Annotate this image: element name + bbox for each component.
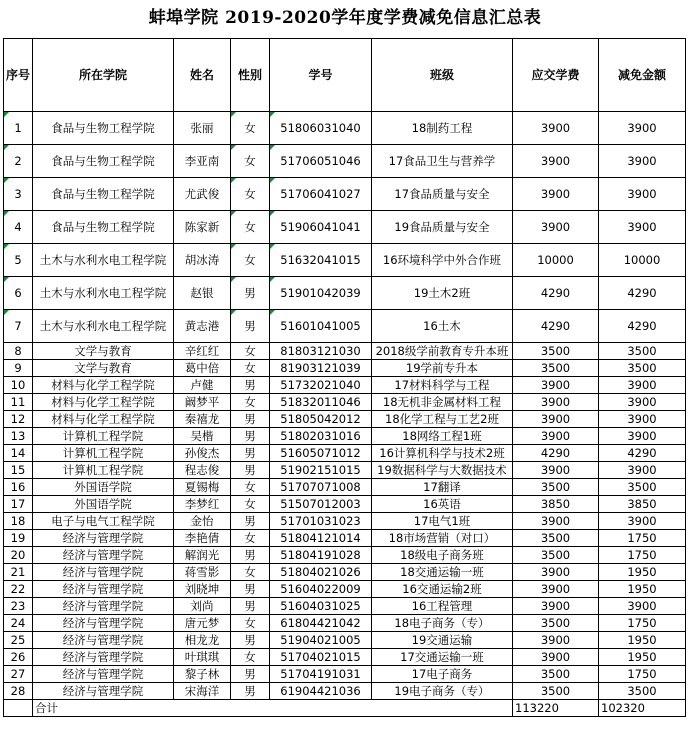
student-id-cell: 61804421042 xyxy=(270,615,372,632)
table-row xyxy=(4,377,686,394)
table-row xyxy=(4,211,686,244)
student-id-cell: 51706051046 xyxy=(270,145,372,178)
seq-cell: 2 xyxy=(4,145,33,178)
tuition-cell: 3900 xyxy=(513,394,599,411)
gender-cell: 女 xyxy=(231,343,270,360)
seq-cell: 28 xyxy=(4,683,33,700)
name-cell: 辛红红 xyxy=(174,343,231,360)
name-cell: 陈家新 xyxy=(174,211,231,244)
tuition-cell: 3500 xyxy=(513,530,599,547)
table-row xyxy=(4,598,686,615)
waiver-cell: 1950 xyxy=(599,564,686,581)
name-cell: 刘尚 xyxy=(174,598,231,615)
tuition-cell: 3900 xyxy=(513,178,599,211)
student-id-cell: 51704191031 xyxy=(270,666,372,683)
tuition-cell: 3900 xyxy=(513,411,599,428)
name-cell: 尤武俊 xyxy=(174,178,231,211)
college-cell: 外国语学院 xyxy=(33,496,174,513)
class-cell: 16计算机科学与技术2班 xyxy=(372,445,513,462)
seq-cell: 4 xyxy=(4,211,33,244)
class-cell: 19学前专升本 xyxy=(372,360,513,377)
student-id-cell: 61904421036 xyxy=(270,683,372,700)
student-id-cell: 51832011046 xyxy=(270,394,372,411)
tuition-cell: 3900 xyxy=(513,649,599,666)
gender-cell: 女 xyxy=(231,615,270,632)
seq-cell: 1 xyxy=(4,112,33,145)
tuition-cell: 4290 xyxy=(513,445,599,462)
table-row xyxy=(4,411,686,428)
total-waiver: 102320 xyxy=(599,700,686,717)
name-cell: 蒋雪影 xyxy=(174,564,231,581)
gender-cell: 女 xyxy=(231,360,270,377)
total-label: 合计 xyxy=(33,700,513,717)
class-cell: 19交通运输 xyxy=(372,632,513,649)
college-cell: 材料与化学工程学院 xyxy=(33,394,174,411)
gender-cell: 男 xyxy=(231,598,270,615)
seq-cell: 21 xyxy=(4,564,33,581)
student-id-cell: 51904021005 xyxy=(270,632,372,649)
waiver-cell: 1750 xyxy=(599,530,686,547)
tuition-cell: 3900 xyxy=(513,564,599,581)
gender-cell: 男 xyxy=(231,632,270,649)
seq-cell: 20 xyxy=(4,547,33,564)
waiver-cell: 1950 xyxy=(599,649,686,666)
college-cell: 经济与管理学院 xyxy=(33,649,174,666)
class-cell: 18级电子商务班 xyxy=(372,547,513,564)
gender-cell: 女 xyxy=(231,178,270,211)
header-tuition: 应交学费 xyxy=(513,39,599,112)
class-cell: 18网络工程1班 xyxy=(372,428,513,445)
waiver-cell: 1950 xyxy=(599,581,686,598)
class-cell: 18制药工程 xyxy=(372,112,513,145)
student-id-cell: 51605071012 xyxy=(270,445,372,462)
student-id-cell: 51604022009 xyxy=(270,581,372,598)
class-cell: 16土木 xyxy=(372,310,513,343)
student-id-cell: 51802031016 xyxy=(270,428,372,445)
table-row xyxy=(4,112,686,145)
student-id-cell: 51704021015 xyxy=(270,649,372,666)
class-cell: 16工程管理 xyxy=(372,598,513,615)
class-cell: 17材料科学与工程 xyxy=(372,377,513,394)
student-id-cell: 51706041027 xyxy=(270,178,372,211)
gender-cell: 女 xyxy=(231,211,270,244)
seq-cell: 13 xyxy=(4,428,33,445)
waiver-cell: 3900 xyxy=(599,112,686,145)
college-cell: 经济与管理学院 xyxy=(33,615,174,632)
gender-cell: 男 xyxy=(231,445,270,462)
college-cell: 经济与管理学院 xyxy=(33,666,174,683)
name-cell: 李梦红 xyxy=(174,496,231,513)
class-cell: 17翻译 xyxy=(372,479,513,496)
student-id-cell: 51804121014 xyxy=(270,530,372,547)
class-cell: 19数据科学与大数据技术 xyxy=(372,462,513,479)
class-cell: 18电子商务（专） xyxy=(372,615,513,632)
waiver-cell: 3900 xyxy=(599,411,686,428)
table-row xyxy=(4,615,686,632)
name-cell: 张丽 xyxy=(174,112,231,145)
class-cell: 19食品质量与安全 xyxy=(372,211,513,244)
gender-cell: 女 xyxy=(231,530,270,547)
seq-cell: 24 xyxy=(4,615,33,632)
tuition-cell: 3900 xyxy=(513,211,599,244)
name-cell: 孙俊杰 xyxy=(174,445,231,462)
header-college: 所在学院 xyxy=(33,39,174,112)
table-row xyxy=(4,244,686,277)
college-cell: 食品与生物工程学院 xyxy=(33,178,174,211)
table-row xyxy=(4,547,686,564)
class-cell: 18交通运输一班 xyxy=(372,564,513,581)
name-cell: 叶琪琪 xyxy=(174,649,231,666)
total-tuition: 113220 xyxy=(513,700,599,717)
student-id-cell: 81803121030 xyxy=(270,343,372,360)
class-cell: 17食品质量与安全 xyxy=(372,178,513,211)
gender-cell: 男 xyxy=(231,683,270,700)
seq-cell: 9 xyxy=(4,360,33,377)
college-cell: 经济与管理学院 xyxy=(33,598,174,615)
gender-cell: 男 xyxy=(231,277,270,310)
college-cell: 材料与化学工程学院 xyxy=(33,377,174,394)
gender-cell: 男 xyxy=(231,462,270,479)
table-row xyxy=(4,428,686,445)
waiver-cell: 3500 xyxy=(599,479,686,496)
student-id-cell: 51805042012 xyxy=(270,411,372,428)
seq-cell: 5 xyxy=(4,244,33,277)
table-body xyxy=(4,112,686,700)
tuition-cell: 10000 xyxy=(513,244,599,277)
seq-cell: 15 xyxy=(4,462,33,479)
college-cell: 电子与电气工程学院 xyxy=(33,513,174,530)
waiver-cell: 3900 xyxy=(599,211,686,244)
class-cell: 16环境科学中外合作班 xyxy=(372,244,513,277)
table-row xyxy=(4,178,686,211)
seq-cell: 11 xyxy=(4,394,33,411)
name-cell: 宋海洋 xyxy=(174,683,231,700)
tuition-cell: 3900 xyxy=(513,145,599,178)
name-cell: 李艳倩 xyxy=(174,530,231,547)
name-cell: 程志俊 xyxy=(174,462,231,479)
table-row xyxy=(4,462,686,479)
table-row xyxy=(4,666,686,683)
gender-cell: 男 xyxy=(231,377,270,394)
waiver-cell: 3500 xyxy=(599,360,686,377)
name-cell: 唐元梦 xyxy=(174,615,231,632)
seq-cell: 25 xyxy=(4,632,33,649)
name-cell: 葛中倍 xyxy=(174,360,231,377)
tuition-cell: 4290 xyxy=(513,310,599,343)
student-id-cell: 51632041015 xyxy=(270,244,372,277)
waiver-cell: 3900 xyxy=(599,513,686,530)
class-cell: 17电气1班 xyxy=(372,513,513,530)
class-cell: 16交通运输2班 xyxy=(372,581,513,598)
name-cell: 吴楷 xyxy=(174,428,231,445)
college-cell: 文学与教育 xyxy=(33,343,174,360)
waiver-cell: 3900 xyxy=(599,428,686,445)
seq-cell: 23 xyxy=(4,598,33,615)
waiver-cell: 3900 xyxy=(599,394,686,411)
header-row xyxy=(4,39,686,112)
gender-cell: 女 xyxy=(231,145,270,178)
tuition-cell: 3900 xyxy=(513,598,599,615)
waiver-cell: 4290 xyxy=(599,445,686,462)
tuition-cell: 3500 xyxy=(513,683,599,700)
table-row xyxy=(4,394,686,411)
table-row xyxy=(4,277,686,310)
class-cell: 18化学工程与工艺2班 xyxy=(372,411,513,428)
tuition-cell: 3900 xyxy=(513,462,599,479)
college-cell: 食品与生物工程学院 xyxy=(33,145,174,178)
student-id-cell: 51804191028 xyxy=(270,547,372,564)
waiver-cell: 3850 xyxy=(599,496,686,513)
waiver-cell: 1750 xyxy=(599,666,686,683)
header-name: 姓名 xyxy=(174,39,231,112)
college-cell: 计算机工程学院 xyxy=(33,428,174,445)
name-cell: 李亚南 xyxy=(174,145,231,178)
college-cell: 食品与生物工程学院 xyxy=(33,211,174,244)
waiver-cell: 3900 xyxy=(599,178,686,211)
college-cell: 土木与水利水电工程学院 xyxy=(33,277,174,310)
student-id-cell: 81903121039 xyxy=(270,360,372,377)
class-cell: 19电子商务（专） xyxy=(372,683,513,700)
student-id-cell: 51707071008 xyxy=(270,479,372,496)
gender-cell: 女 xyxy=(231,496,270,513)
class-cell: 2018级学前教育专升本班 xyxy=(372,343,513,360)
tuition-cell: 3900 xyxy=(513,428,599,445)
college-cell: 经济与管理学院 xyxy=(33,683,174,700)
seq-cell: 12 xyxy=(4,411,33,428)
waiver-cell: 3900 xyxy=(599,145,686,178)
student-id-cell: 51507012003 xyxy=(270,496,372,513)
gender-cell: 男 xyxy=(231,547,270,564)
seq-cell: 7 xyxy=(4,310,33,343)
tuition-cell: 3900 xyxy=(513,632,599,649)
gender-cell: 男 xyxy=(231,666,270,683)
waiver-cell: 1750 xyxy=(599,615,686,632)
gender-cell: 男 xyxy=(231,411,270,428)
waiver-table xyxy=(3,38,686,717)
tuition-cell: 3500 xyxy=(513,666,599,683)
tuition-cell: 3900 xyxy=(513,112,599,145)
name-cell: 金怡 xyxy=(174,513,231,530)
seq-cell: 26 xyxy=(4,649,33,666)
tuition-cell: 3500 xyxy=(513,615,599,632)
college-cell: 计算机工程学院 xyxy=(33,445,174,462)
table-row xyxy=(4,513,686,530)
table-row xyxy=(4,145,686,178)
gender-cell: 女 xyxy=(231,244,270,277)
header-waiver: 减免金额 xyxy=(599,39,686,112)
seq-cell: 6 xyxy=(4,277,33,310)
name-cell: 赵银 xyxy=(174,277,231,310)
waiver-cell: 1750 xyxy=(599,547,686,564)
college-cell: 经济与管理学院 xyxy=(33,530,174,547)
student-id-cell: 51601041005 xyxy=(270,310,372,343)
college-cell: 经济与管理学院 xyxy=(33,632,174,649)
table-row xyxy=(4,683,686,700)
gender-cell: 女 xyxy=(231,112,270,145)
table-row xyxy=(4,632,686,649)
college-cell: 经济与管理学院 xyxy=(33,564,174,581)
name-cell: 卢健 xyxy=(174,377,231,394)
name-cell: 刘晓坤 xyxy=(174,581,231,598)
tuition-cell: 3900 xyxy=(513,581,599,598)
college-cell: 计算机工程学院 xyxy=(33,462,174,479)
student-id-cell: 51806031040 xyxy=(270,112,372,145)
seq-cell: 3 xyxy=(4,178,33,211)
class-cell: 17电子商务 xyxy=(372,666,513,683)
college-cell: 外国语学院 xyxy=(33,479,174,496)
waiver-cell: 3500 xyxy=(599,343,686,360)
tuition-cell: 3500 xyxy=(513,360,599,377)
college-cell: 土木与水利水电工程学院 xyxy=(33,310,174,343)
header-seq: 序号 xyxy=(4,39,33,112)
name-cell: 解润光 xyxy=(174,547,231,564)
seq-cell: 27 xyxy=(4,666,33,683)
gender-cell: 男 xyxy=(231,513,270,530)
table-row xyxy=(4,360,686,377)
tuition-cell: 3500 xyxy=(513,547,599,564)
seq-cell: 16 xyxy=(4,479,33,496)
total-row xyxy=(4,700,686,717)
class-cell: 18市场营销（对口） xyxy=(372,530,513,547)
student-id-cell: 51901042039 xyxy=(270,277,372,310)
college-cell: 食品与生物工程学院 xyxy=(33,112,174,145)
student-id-cell: 51804021026 xyxy=(270,564,372,581)
class-cell: 16英语 xyxy=(372,496,513,513)
header-gender: 性别 xyxy=(231,39,270,112)
class-cell: 17交通运输一班 xyxy=(372,649,513,666)
gender-cell: 女 xyxy=(231,394,270,411)
college-cell: 经济与管理学院 xyxy=(33,581,174,598)
seq-cell: 19 xyxy=(4,530,33,547)
name-cell: 夏锡梅 xyxy=(174,479,231,496)
table-row xyxy=(4,530,686,547)
seq-cell: 10 xyxy=(4,377,33,394)
total-seq-cell xyxy=(4,700,33,717)
tuition-cell: 3500 xyxy=(513,343,599,360)
waiver-cell: 1950 xyxy=(599,632,686,649)
table-row xyxy=(4,310,686,343)
seq-cell: 22 xyxy=(4,581,33,598)
name-cell: 秦禧龙 xyxy=(174,411,231,428)
seq-cell: 17 xyxy=(4,496,33,513)
student-id-cell: 51902151015 xyxy=(270,462,372,479)
header-class: 班级 xyxy=(372,39,513,112)
waiver-cell: 3900 xyxy=(599,598,686,615)
tuition-cell: 4290 xyxy=(513,277,599,310)
college-cell: 材料与化学工程学院 xyxy=(33,411,174,428)
seq-cell: 14 xyxy=(4,445,33,462)
class-cell: 19土木2班 xyxy=(372,277,513,310)
college-cell: 文学与教育 xyxy=(33,360,174,377)
tuition-cell: 3900 xyxy=(513,377,599,394)
table-row xyxy=(4,649,686,666)
waiver-cell: 10000 xyxy=(599,244,686,277)
table-row xyxy=(4,564,686,581)
table-row xyxy=(4,343,686,360)
waiver-cell: 4290 xyxy=(599,277,686,310)
name-cell: 黎子林 xyxy=(174,666,231,683)
seq-cell: 18 xyxy=(4,513,33,530)
sheet-title: 蚌埠学院 2019-2020学年度学费减免信息汇总表 xyxy=(148,8,542,28)
class-cell: 17食品卫生与营养学 xyxy=(372,145,513,178)
gender-cell: 男 xyxy=(231,310,270,343)
name-cell: 相龙龙 xyxy=(174,632,231,649)
student-id-cell: 51701031023 xyxy=(270,513,372,530)
gender-cell: 男 xyxy=(231,428,270,445)
header-student-id: 学号 xyxy=(270,39,372,112)
gender-cell: 男 xyxy=(231,581,270,598)
student-id-cell: 51604031025 xyxy=(270,598,372,615)
student-id-cell: 51732021040 xyxy=(270,377,372,394)
seq-cell: 8 xyxy=(4,343,33,360)
name-cell: 黄志港 xyxy=(174,310,231,343)
gender-cell: 女 xyxy=(231,479,270,496)
tuition-cell: 3850 xyxy=(513,496,599,513)
gender-cell: 女 xyxy=(231,564,270,581)
waiver-cell: 3500 xyxy=(599,683,686,700)
class-cell: 18无机非金属材料工程 xyxy=(372,394,513,411)
college-cell: 经济与管理学院 xyxy=(33,547,174,564)
college-cell: 土木与水利水电工程学院 xyxy=(33,244,174,277)
tuition-cell: 3900 xyxy=(513,513,599,530)
waiver-cell: 3900 xyxy=(599,462,686,479)
waiver-cell: 3900 xyxy=(599,377,686,394)
table-row xyxy=(4,581,686,598)
student-id-cell: 51906041041 xyxy=(270,211,372,244)
table-row xyxy=(4,479,686,496)
waiver-cell: 4290 xyxy=(599,310,686,343)
table-row xyxy=(4,445,686,462)
table-row xyxy=(4,496,686,513)
tuition-cell: 3500 xyxy=(513,479,599,496)
gender-cell: 女 xyxy=(231,649,270,666)
name-cell: 阚梦平 xyxy=(174,394,231,411)
name-cell: 胡冰涛 xyxy=(174,244,231,277)
